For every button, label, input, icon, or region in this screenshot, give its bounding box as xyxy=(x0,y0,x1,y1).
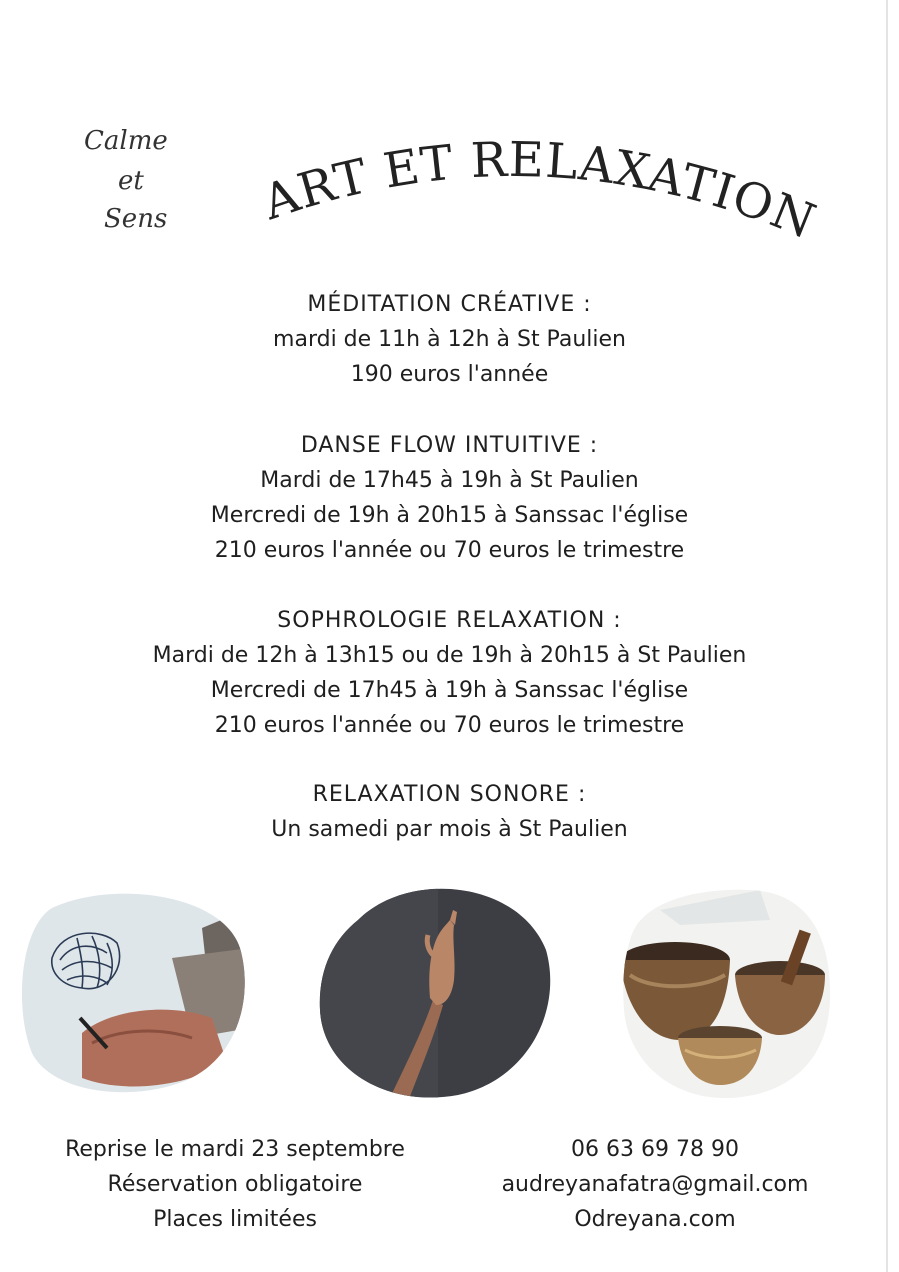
footer-line: Places limitées xyxy=(153,1207,317,1232)
logo-line1: Calme xyxy=(84,126,168,156)
section-line: Mercredi de 19h à 20h15 à Sanssac l'église xyxy=(210,503,689,528)
logo-line3: Sens xyxy=(104,204,168,234)
logo-line2: et xyxy=(118,166,144,196)
footer-contact xyxy=(470,1132,840,1237)
calme-et-sens-logo xyxy=(78,120,218,250)
section-meditation xyxy=(0,287,899,392)
hand-photo xyxy=(318,880,556,1102)
section-line: mardi de 11h à 12h à St Paulien xyxy=(273,327,626,352)
footer-line: Reprise le mardi 23 septembre xyxy=(65,1137,405,1162)
section-sophrologie xyxy=(0,603,899,743)
website: Odreyana.com xyxy=(574,1207,736,1232)
footer-info xyxy=(30,1132,440,1237)
section-line: 210 euros l'année ou 70 euros le trimestre xyxy=(214,713,685,738)
section-line: Mercredi de 17h45 à 19h à Sanssac l'église xyxy=(210,678,689,703)
phone-number: 06 63 69 78 90 xyxy=(571,1137,739,1162)
section-sonore xyxy=(0,777,899,847)
section-line: Un samedi par mois à St Paulien xyxy=(271,817,628,842)
section-heading: SOPHROLOGIE RELAXATION : xyxy=(277,608,622,633)
section-line: Mardi de 12h à 13h15 ou de 19h à 20h15 à St Paulien xyxy=(152,643,747,668)
footer-line: Réservation obligatoire xyxy=(107,1172,363,1197)
email-address: audreyanafatra@gmail.com xyxy=(501,1172,809,1197)
section-danse xyxy=(0,428,899,568)
section-line: 210 euros l'année ou 70 euros le trimestre xyxy=(214,538,685,563)
section-heading: DANSE FLOW INTUITIVE : xyxy=(300,433,599,458)
page-title-text: RT ET RELAXATION xyxy=(291,138,824,251)
section-line: Mardi de 17h45 à 19h à St Paulien xyxy=(260,468,639,493)
section-line: 190 euros l'année xyxy=(350,362,549,387)
section-heading: MÉDITATION CRÉATIVE : xyxy=(307,292,592,317)
singing-bowls-photo xyxy=(620,880,835,1105)
section-heading: RELAXATION SONORE : xyxy=(312,782,587,807)
page-title xyxy=(262,138,862,268)
drawing-photo xyxy=(22,888,250,1098)
